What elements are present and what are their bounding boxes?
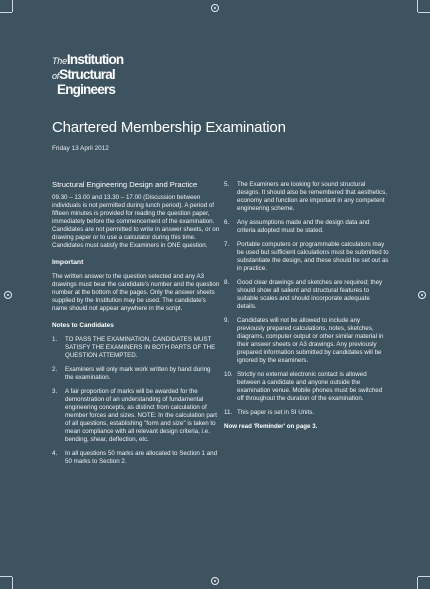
- list-item-text: Examiners will only mark work written by hand during the examination.: [65, 366, 211, 381]
- list-item-text: Good clear drawings and sketches are required; they should show all salient and structural features to suitable scales and should incorporate adequate details.: [237, 279, 383, 310]
- list-item-text: Any assumptions made and the design data and criteria adopted must be stated.: [237, 219, 370, 234]
- page-title: Chartered Membership Examination: [52, 119, 286, 136]
- logo-word-the: The: [52, 56, 67, 66]
- logo-word-structural: Structural: [59, 67, 115, 82]
- list-item-number: 9.: [224, 317, 230, 324]
- list-item-text: Portable computers or programmable calculators may be used but sufficient calculations must be submitted to substantiate the design, and these should be set out as in practice.: [237, 241, 389, 272]
- list-item-text: The Examiners are looking for sound structural designs. It should also be remembered that aesthetics, economy and function are important in any competent engineering scheme.: [237, 181, 387, 212]
- list-item: [224, 219, 389, 235]
- exam-date: Friday 13 April 2012: [52, 145, 109, 152]
- list-item: [224, 279, 389, 311]
- registration-mark-icon: [211, 577, 219, 585]
- list-item: [224, 409, 389, 417]
- intro-text: 09.30 – 13.00 and 13.30 – 17.00 (Discussion between individuals is not permitted during lunch period). A period of fifteen minutes is provided for reading the question paper, immediately before the commencement of the examination. Candidates are not permitted to write in answer sheets, or on drawing paper or to use a calculator during this time. Candidates must satisfy the Examiners in ONE question.: [52, 194, 220, 249]
- crop-mark: [418, 12, 430, 13]
- list-item: [224, 241, 389, 273]
- list-item-number: 1.: [52, 336, 58, 343]
- important-text: The written answer to the question selected and any A3 drawings must bear the candidate's number and the question number at the bottom of the pages. Only the answer sheets supplied by the Institution may be used. The candidate's name should not appear anywhere in the script.: [52, 273, 220, 312]
- list-item: [224, 371, 389, 403]
- list-item-number: 6.: [224, 219, 230, 226]
- list-item-number: 10.: [224, 371, 233, 378]
- crop-mark: [12, 0, 13, 12]
- registration-mark-icon: [4, 291, 12, 299]
- right-column: [224, 181, 389, 431]
- registration-mark-icon: [418, 291, 426, 299]
- list-item: [224, 317, 389, 365]
- list-item-text: TO PASS THE EXAMINATION, CANDIDATES MUST SATISFY THE EXAMINERS IN BOTH PARTS OF THE QUESTION ATTEMPTED.: [65, 336, 216, 359]
- list-item: [52, 450, 220, 466]
- list-item-text: In all questions 50 marks are allocated to Section 1 and 50 marks to Section 2.: [65, 450, 218, 465]
- list-item-text: This paper is set in SI Units.: [237, 409, 315, 416]
- list-item-text: Strictly no external electronic contact is allowed between a candidate and anyone outside the examination venue. Mobile phones must be switched off throughout the duration of the examination.: [237, 371, 383, 402]
- list-item-text: A fair proportion of marks will be awarded for the demonstration of an understanding of fundamental engineering concepts, as distinct from calculation of member forces and sizes. NOTE: In the calculation part of all questions, establishing "form and size" is taken to mean compliance with all relevant design criteria, i.e. bending, shear, deflection, etc.: [65, 388, 218, 443]
- list-item-text: Candidates will not be allowed to include any previously prepared calculations, notes, sketches, diagrams, computer output or other similar material in their answer sheets or A3 drawings. Any previously prepared information submitted by candidates will be ignored by the examiners.: [237, 317, 384, 364]
- list-item-number: 3.: [52, 388, 58, 395]
- logo-word-engineers: Engineers: [57, 82, 116, 97]
- list-item: [52, 388, 220, 444]
- list-item: [52, 336, 220, 360]
- important-heading: Important: [52, 259, 84, 266]
- notes-heading: Notes to Candidates: [52, 322, 114, 329]
- crop-mark: [12, 577, 13, 589]
- final-note: Now read 'Reminder' on page 3.: [224, 423, 318, 430]
- list-item-number: 8.: [224, 279, 230, 286]
- list-item-number: 4.: [52, 450, 58, 457]
- logo-word-of: of: [52, 71, 60, 81]
- paper-title: Structural Engineering Design and Practice: [52, 180, 198, 189]
- list-item-number: 5.: [224, 181, 230, 188]
- crop-mark: [0, 576, 12, 577]
- logo-word-institution: Institution: [66, 52, 124, 67]
- registration-mark-icon: [211, 4, 219, 12]
- crop-mark: [417, 0, 418, 12]
- list-item-number: 7.: [224, 241, 230, 248]
- list-item-number: 11.: [224, 409, 233, 416]
- list-item: [52, 366, 220, 382]
- institution-logo: [52, 53, 172, 96]
- crop-mark: [0, 12, 12, 13]
- crop-mark: [418, 576, 430, 577]
- crop-mark: [417, 577, 418, 589]
- notes-list-right: [224, 181, 389, 417]
- left-column: [52, 181, 220, 472]
- list-item-number: 2.: [52, 366, 58, 373]
- notes-list-left: [52, 336, 220, 466]
- list-item: [224, 181, 389, 213]
